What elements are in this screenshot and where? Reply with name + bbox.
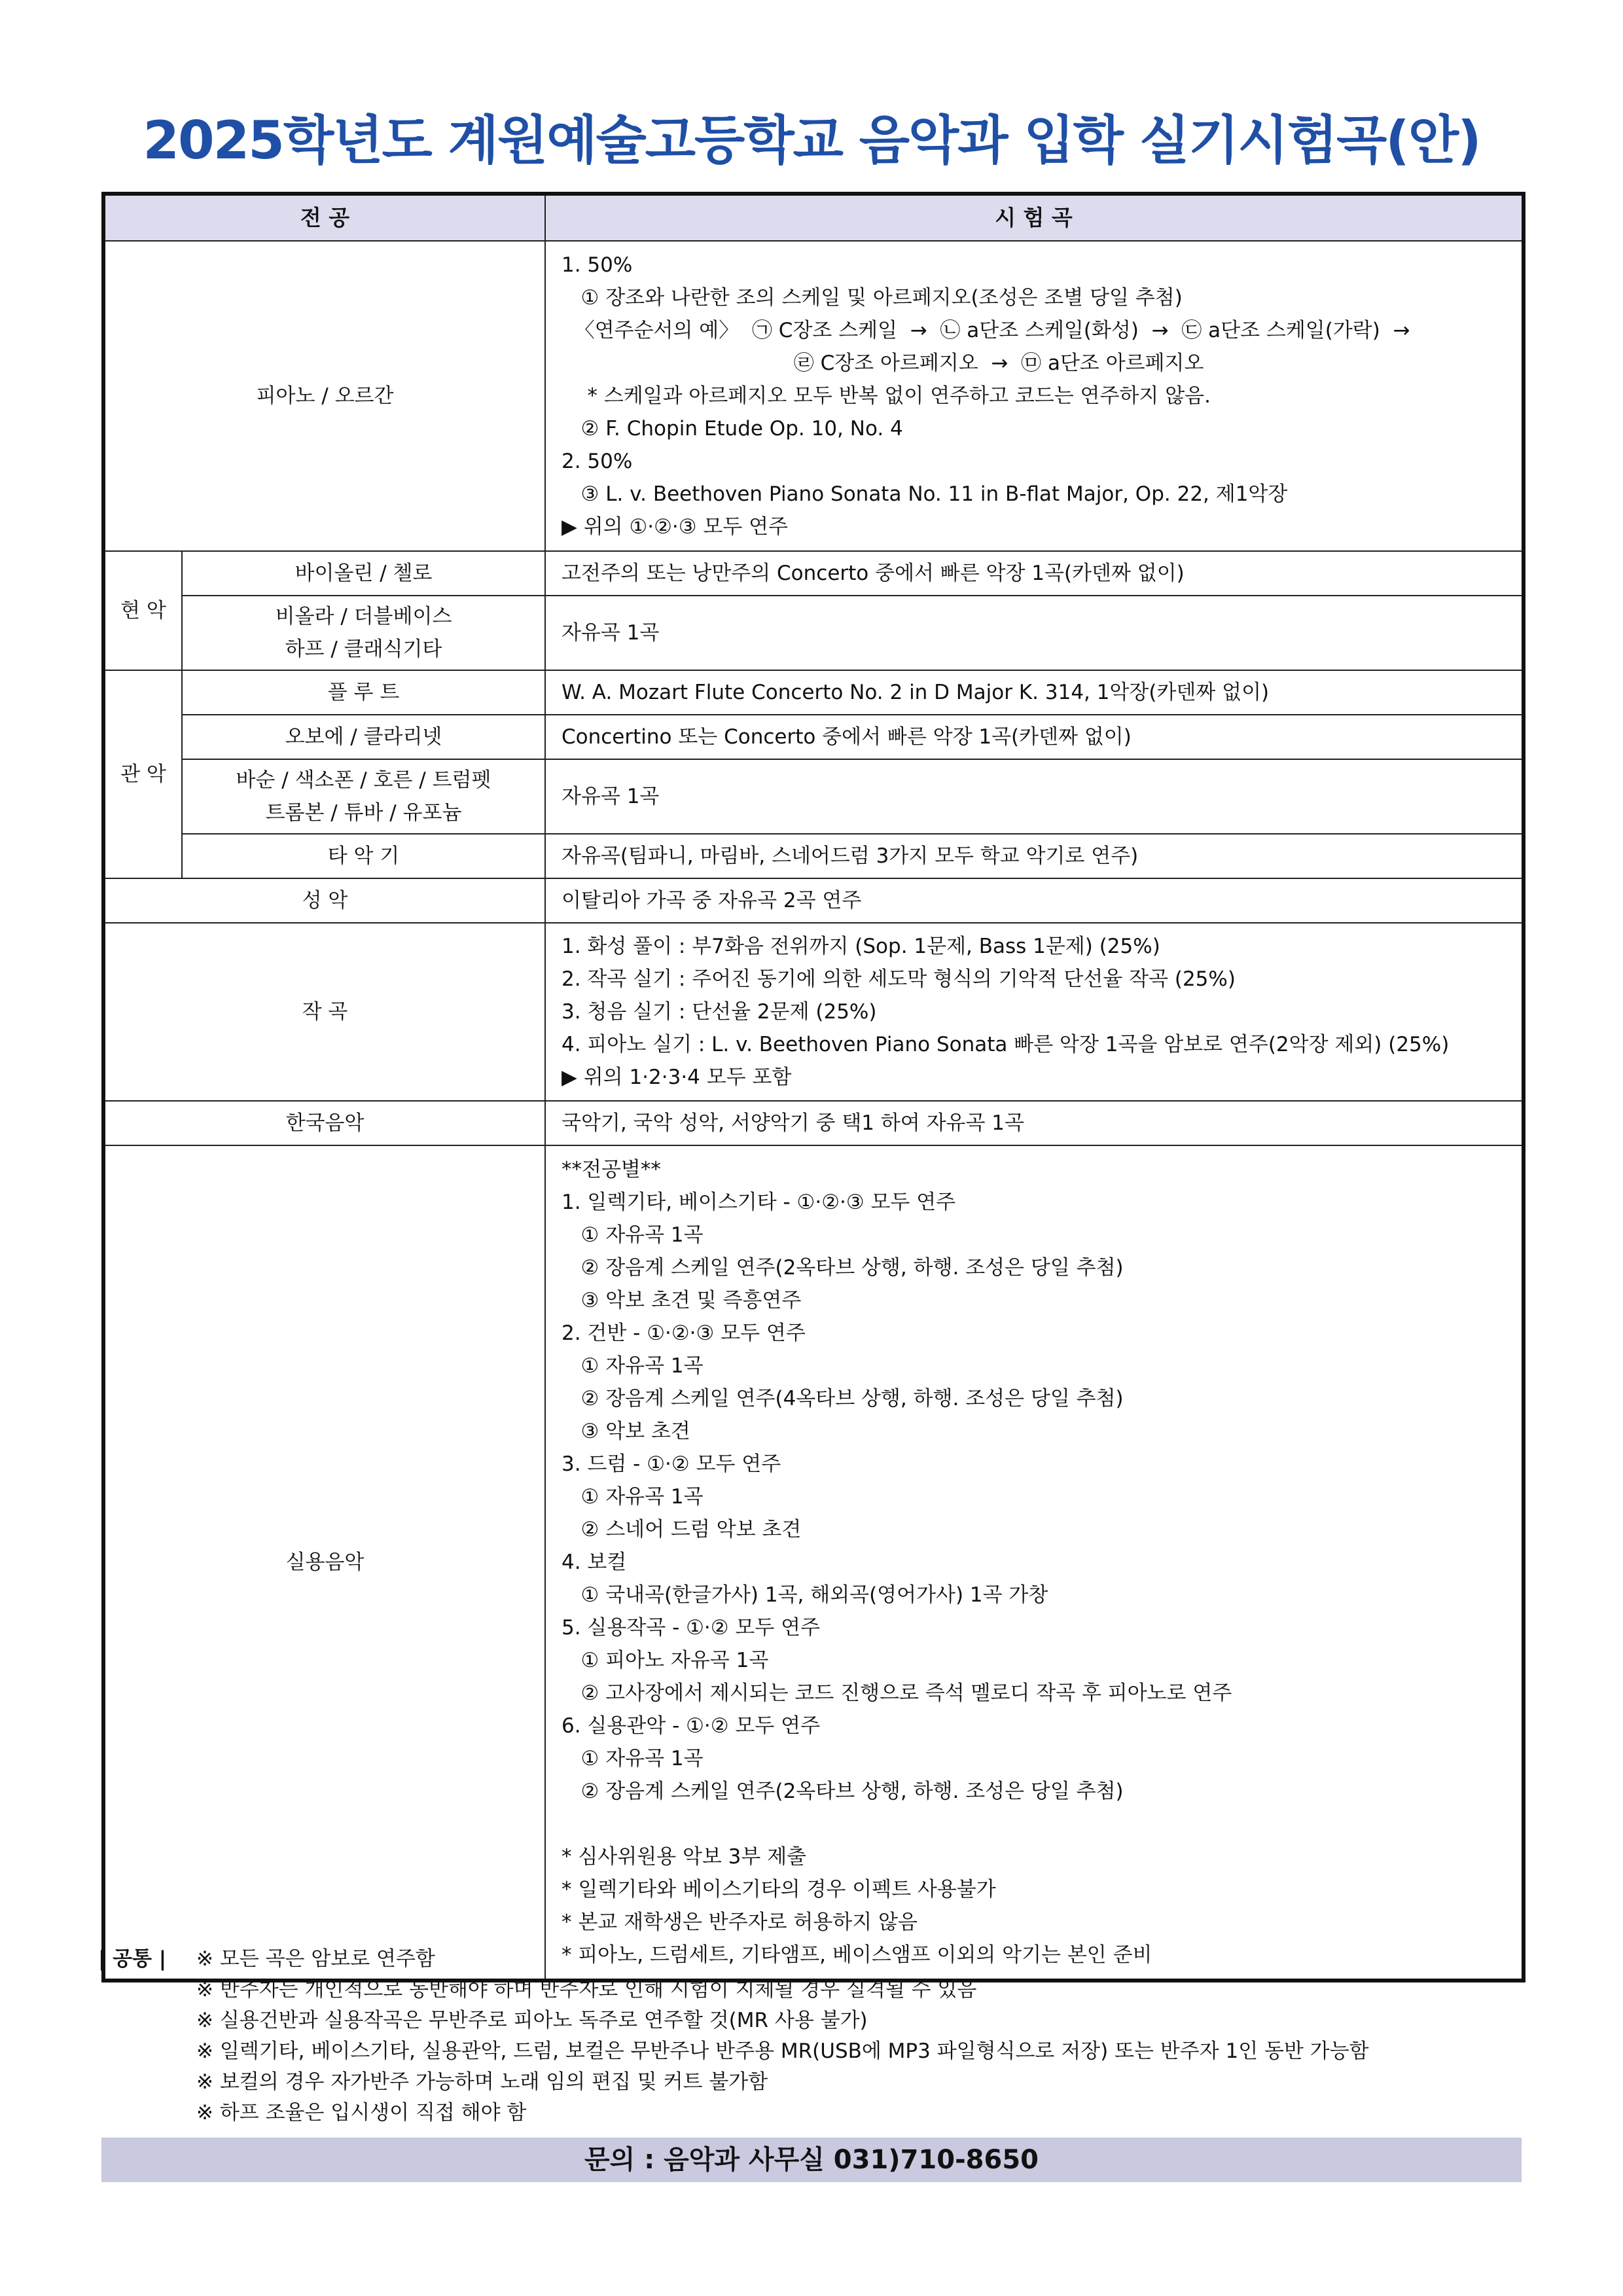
piece-violin-cello: 고전주의 또는 낭만주의 Concerto 중에서 빠른 악장 1곡(카덴짜 없이): [545, 551, 1524, 596]
text-line: ㉣ C장조 아르페지오 → ㉤ a단조 아르페지오: [562, 351, 1204, 375]
piece-brass-sax: 자유곡 1곡: [545, 759, 1524, 834]
major-percussion: 타 악 기: [182, 834, 545, 878]
text-line: **전공별**: [562, 1158, 661, 1181]
piece-korean-music: 국악기, 국악 성악, 서양악기 중 택1 하여 자유곡 1곡: [545, 1101, 1524, 1145]
text-line: 1. 일렉기타, 베이스기타 - ①·②·③ 모두 연주: [562, 1191, 956, 1214]
text-line: ① 자유곡 1곡: [562, 1223, 704, 1247]
text-line: ③ L. v. Beethoven Piano Sonata No. 11 in B-flat Major, Op. 22, 제1악장: [562, 482, 1288, 506]
header-pieces: 시 험 곡: [545, 194, 1524, 241]
text-line: 6. 실용관악 - ①·② 모두 연주: [562, 1714, 821, 1738]
text-line: ① 피아노 자유곡 1곡: [562, 1649, 769, 1672]
text-line: 1. 화성 풀이 : 부7화음 전위까지 (Sop. 1문제, Bass 1문제) (25%): [562, 935, 1160, 958]
table-row: [103, 834, 1524, 878]
text-line: ※ 하프 조율은 입시생이 직접 해야 함: [196, 2101, 527, 2125]
text-line: ② F. Chopin Etude Op. 10, No. 4: [562, 417, 903, 440]
exam-table: [101, 192, 1525, 1982]
table-row: [103, 1145, 1524, 1981]
major-brass-sax: 바순 / 색소폰 / 호른 / 트럼펫 트롬본 / 튜바 / 유포늄: [182, 759, 545, 834]
text-line: 4. 보컬: [562, 1551, 627, 1574]
text-line: ① 자유곡 1곡: [562, 1485, 704, 1509]
piece-flute: W. A. Mozart Flute Concerto No. 2 in D Major K. 314, 1악장(카덴짜 없이): [545, 670, 1524, 715]
text-line: * 스케일과 아르페지오 모두 반복 없이 연주하고 코드는 연주하지 않음.: [562, 384, 1211, 408]
text-line: 5. 실용작곡 - ①·② 모두 연주: [562, 1616, 821, 1640]
text-line: ① 장조와 나란한 조의 스케일 및 아르페지오(조성은 조별 당일 추첨): [562, 286, 1183, 310]
text-line: 3. 드럼 - ①·② 모두 연주: [562, 1452, 781, 1476]
common-label: | 공통 |: [98, 1947, 167, 1971]
text-line: * 본교 재학생은 반주자로 허용하지 않음: [562, 1910, 918, 1934]
major-applied-music: 실용음악: [103, 1145, 545, 1981]
common-items: [196, 1944, 1369, 2128]
text-line: * 일렉기타와 베이스기타의 경우 이펙트 사용불가: [562, 1878, 996, 1901]
text-line: ※ 보컬의 경우 자가반주 가능하며 노래 임의 편집 및 커트 불가함: [196, 2070, 768, 2094]
piece-vocal: 이탈리아 가곡 중 자유곡 2곡 연주: [545, 878, 1524, 923]
pieces-composition: [545, 923, 1524, 1101]
text-line: ③ 악보 초견 및 즉흥연주: [562, 1289, 802, 1312]
table-row: [103, 551, 1524, 596]
table-row: [103, 670, 1524, 715]
major-oboe-clarinet: 오보에 / 클라리넷: [182, 715, 545, 759]
text-line: 1. 50%: [562, 253, 633, 277]
major-piano: 피아노 / 오르간: [103, 241, 545, 551]
group-strings: 현 악: [103, 551, 182, 670]
major-composition: 작 곡: [103, 923, 545, 1101]
text-line: ▶ 위의 1·2·3·4 모두 포함: [562, 1066, 792, 1089]
text-line: 2. 건반 - ①·②·③ 모두 연주: [562, 1321, 806, 1345]
text-line: ① 국내곡(한글가사) 1곡, 해외곡(영어가사) 1곡 가창: [562, 1583, 1048, 1607]
text-line: 2. 50%: [562, 450, 633, 473]
text-line: ※ 모든 곡은 암보로 연주함: [196, 1947, 435, 1971]
text-line: 〈연주순서의 예〉 ㉠ C장조 스케일 → ㉡ a단조 스케일(화성) → ㉢ a단조 스케일(가락) →: [562, 319, 1410, 342]
text-line: ③ 악보 초견: [562, 1420, 690, 1443]
piece-viola-bass-harp-guitar: 자유곡 1곡: [545, 596, 1524, 670]
major-flute: 플 루 트: [182, 670, 545, 715]
text-line: ① 자유곡 1곡: [562, 1354, 704, 1378]
piece-percussion: 자유곡(팀파니, 마림바, 스네어드럼 3가지 모두 학교 악기로 연주): [545, 834, 1524, 878]
header-major: 전 공: [103, 194, 545, 241]
table-row: [103, 596, 1524, 670]
table-row: [103, 241, 1524, 551]
text-line: ② 고사장에서 제시되는 코드 진행으로 즉석 멜로디 작곡 후 피아노로 연주: [562, 1681, 1232, 1705]
table-row: [103, 1101, 1524, 1145]
text-line: ② 장음계 스케일 연주(4옥타브 상행, 하행. 조성은 당일 추첨): [562, 1387, 1124, 1410]
text-line: 2. 작곡 실기 : 주어진 동기에 의한 세도막 형식의 기악적 단선율 작곡 (25%): [562, 967, 1236, 991]
pieces-applied-music: [545, 1145, 1524, 1981]
text-line: ※ 실용건반과 실용작곡은 무반주로 피아노 독주로 연주할 것(MR 사용 불가): [196, 2009, 868, 2032]
page-title: 2025학년도 계원예술고등학교 음악과 입학 실기시험곡(안): [143, 110, 1480, 171]
contact-banner: 문의 : 음악과 사무실 031)710-8650: [101, 2138, 1522, 2182]
major-vocal: 성 악: [103, 878, 545, 923]
text-line: 4. 피아노 실기 : L. v. Beethoven Piano Sonata 빠른 악장 1곡을 암보로 연주(2악장 제외) (25%): [562, 1033, 1450, 1056]
group-winds: 관 악: [103, 670, 182, 878]
table-row: [103, 923, 1524, 1101]
pieces-piano: [545, 241, 1524, 551]
text-line: 3. 청음 실기 : 단선율 2문제 (25%): [562, 1000, 877, 1024]
table-header-row: [103, 194, 1524, 241]
text-line: [562, 1808, 1506, 1840]
text-line: * 피아노, 드럼세트, 기타앰프, 베이스앰프 이외의 악기는 본인 준비: [562, 1943, 1152, 1967]
table-row: [103, 878, 1524, 923]
text-line: ② 장음계 스케일 연주(2옥타브 상행, 하행. 조성은 당일 추첨): [562, 1780, 1124, 1803]
text-line: ▶ 위의 ①·②·③ 모두 연주: [562, 515, 789, 539]
text-line: ① 자유곡 1곡: [562, 1747, 704, 1770]
text-line: ※ 반주자는 개인적으로 동반해야 하며 반주자로 인해 시험이 지체될 경우 실격될 수 있음: [196, 1978, 977, 2001]
text-line: ② 장음계 스케일 연주(2옥타브 상행, 하행. 조성은 당일 추첨): [562, 1256, 1124, 1280]
major-violin-cello: 바이올린 / 첼로: [182, 551, 545, 596]
piece-oboe-clarinet: Concertino 또는 Concerto 중에서 빠른 악장 1곡(카덴짜 없이): [545, 715, 1524, 759]
text-line: ※ 일렉기타, 베이스기타, 실용관악, 드럼, 보컬은 무반주나 반주용 MR(USB에 MP3 파일형식으로 저장) 또는 반주자 1인 동반 가능함: [196, 2039, 1369, 2063]
table-row: [103, 759, 1524, 834]
major-korean-music: 한국음악: [103, 1101, 545, 1145]
text-line: ② 스네어 드럼 악보 초견: [562, 1518, 802, 1541]
table-row: [103, 715, 1524, 759]
text-line: * 심사위원용 악보 3부 제출: [562, 1845, 807, 1869]
major-viola-bass-harp-guitar: 비올라 / 더블베이스 하프 / 클래식기타: [182, 596, 545, 670]
